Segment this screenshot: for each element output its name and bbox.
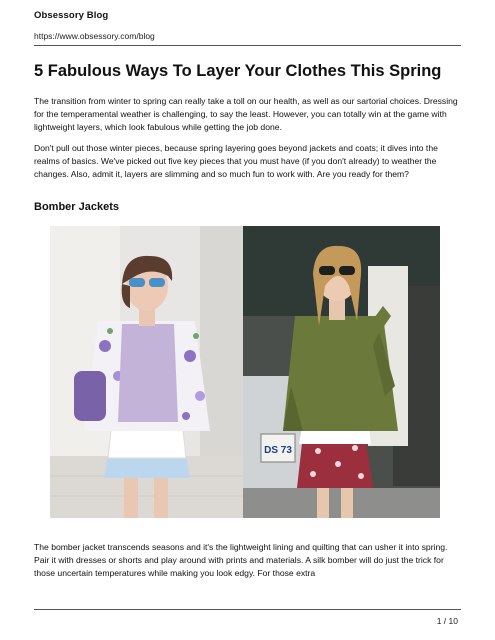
photo-woman-floral-bomber bbox=[50, 226, 243, 518]
section-heading-bomber-jackets: Bomber Jackets bbox=[34, 201, 119, 213]
photo-woman-olive-bomber bbox=[243, 226, 440, 518]
header-divider bbox=[34, 45, 461, 46]
site-name: Obsessory Blog bbox=[34, 10, 109, 21]
section-paragraph: The bomber jacket transcends seasons and it's the lightweight lining and quilting that can usher it into spring. Pair it with dresses or shorts and play around with prints and materials. A silk bomber will do just the trick for those uncertain temperatures while making you look edgy. For those extra bbox=[34, 542, 448, 578]
license-plate-text: DS 73 bbox=[264, 445, 292, 456]
page-header bbox=[34, 10, 461, 41]
footer-divider bbox=[34, 609, 461, 610]
site-url[interactable]: https://www.obsessory.com/blog bbox=[34, 31, 155, 41]
photo-olive-bomber-illustration bbox=[243, 226, 440, 518]
page-indicator: 1 / 10 bbox=[436, 616, 458, 626]
intro-paragraph-1: The transition from winter to spring can really take a toll on our health, as well as our sartorial choices. Dressing for the temperamental weather is challenging, to say the least. However, you can totally win at the game with lightweight layers, which look fabulous while getting the job done. bbox=[34, 96, 458, 132]
photo-floral-bomber-illustration bbox=[50, 226, 243, 518]
article-title: 5 Fabulous Ways To Layer Your Clothes This Spring bbox=[34, 62, 442, 80]
intro-paragraph-2: Don't pull out those winter pieces, because spring layering goes beyond jackets and coats; it dives into the realms of basics. We've picked out five key pieces that you must have (if you don't already) to weather the changes. Also, admit it, layers are slimming and so much fun to work with. Are you ready for them? bbox=[34, 143, 438, 179]
